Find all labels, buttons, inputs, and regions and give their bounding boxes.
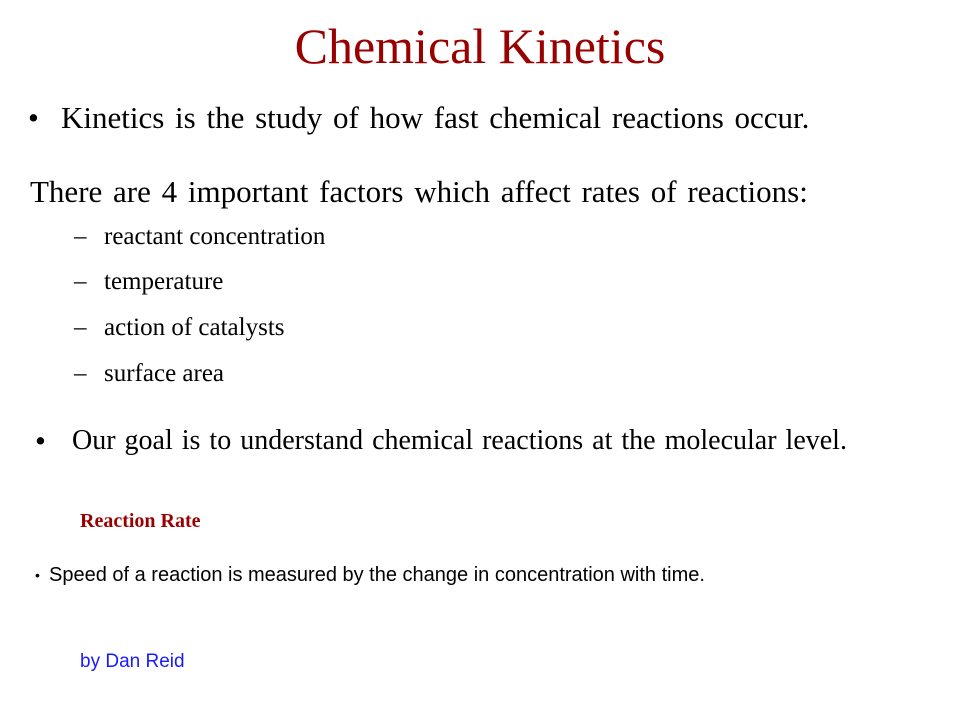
dash-icon: –: [74, 314, 87, 341]
factor-label: temperature: [104, 268, 224, 295]
bullet-icon: •: [28, 100, 39, 135]
bullet-icon: •: [35, 567, 40, 583]
author-credit: by Dan Reid: [80, 651, 185, 672]
factor-label: surface area: [104, 360, 225, 387]
dash-icon: –: [74, 223, 87, 250]
intro-text: Kinetics is the study of how fast chemical reactions occur.: [61, 100, 810, 135]
reaction-rate-heading: Reaction Rate: [80, 510, 201, 532]
bullet-icon: •: [35, 423, 46, 458]
factor-label: action of catalysts: [104, 314, 285, 341]
slide-title: Chemical Kinetics: [294, 18, 666, 74]
dash-icon: –: [74, 268, 87, 295]
reaction-rate-text: Speed of a reaction is measured by the change in concentration with time.: [49, 564, 705, 586]
dash-icon: –: [74, 360, 87, 387]
factors-lead-text: There are 4 important factors which affect rates of reactions:: [30, 174, 808, 209]
factor-label: reactant concentration: [104, 223, 326, 250]
goal-text: Our goal is to understand chemical reactions at the molecular level.: [72, 425, 847, 456]
